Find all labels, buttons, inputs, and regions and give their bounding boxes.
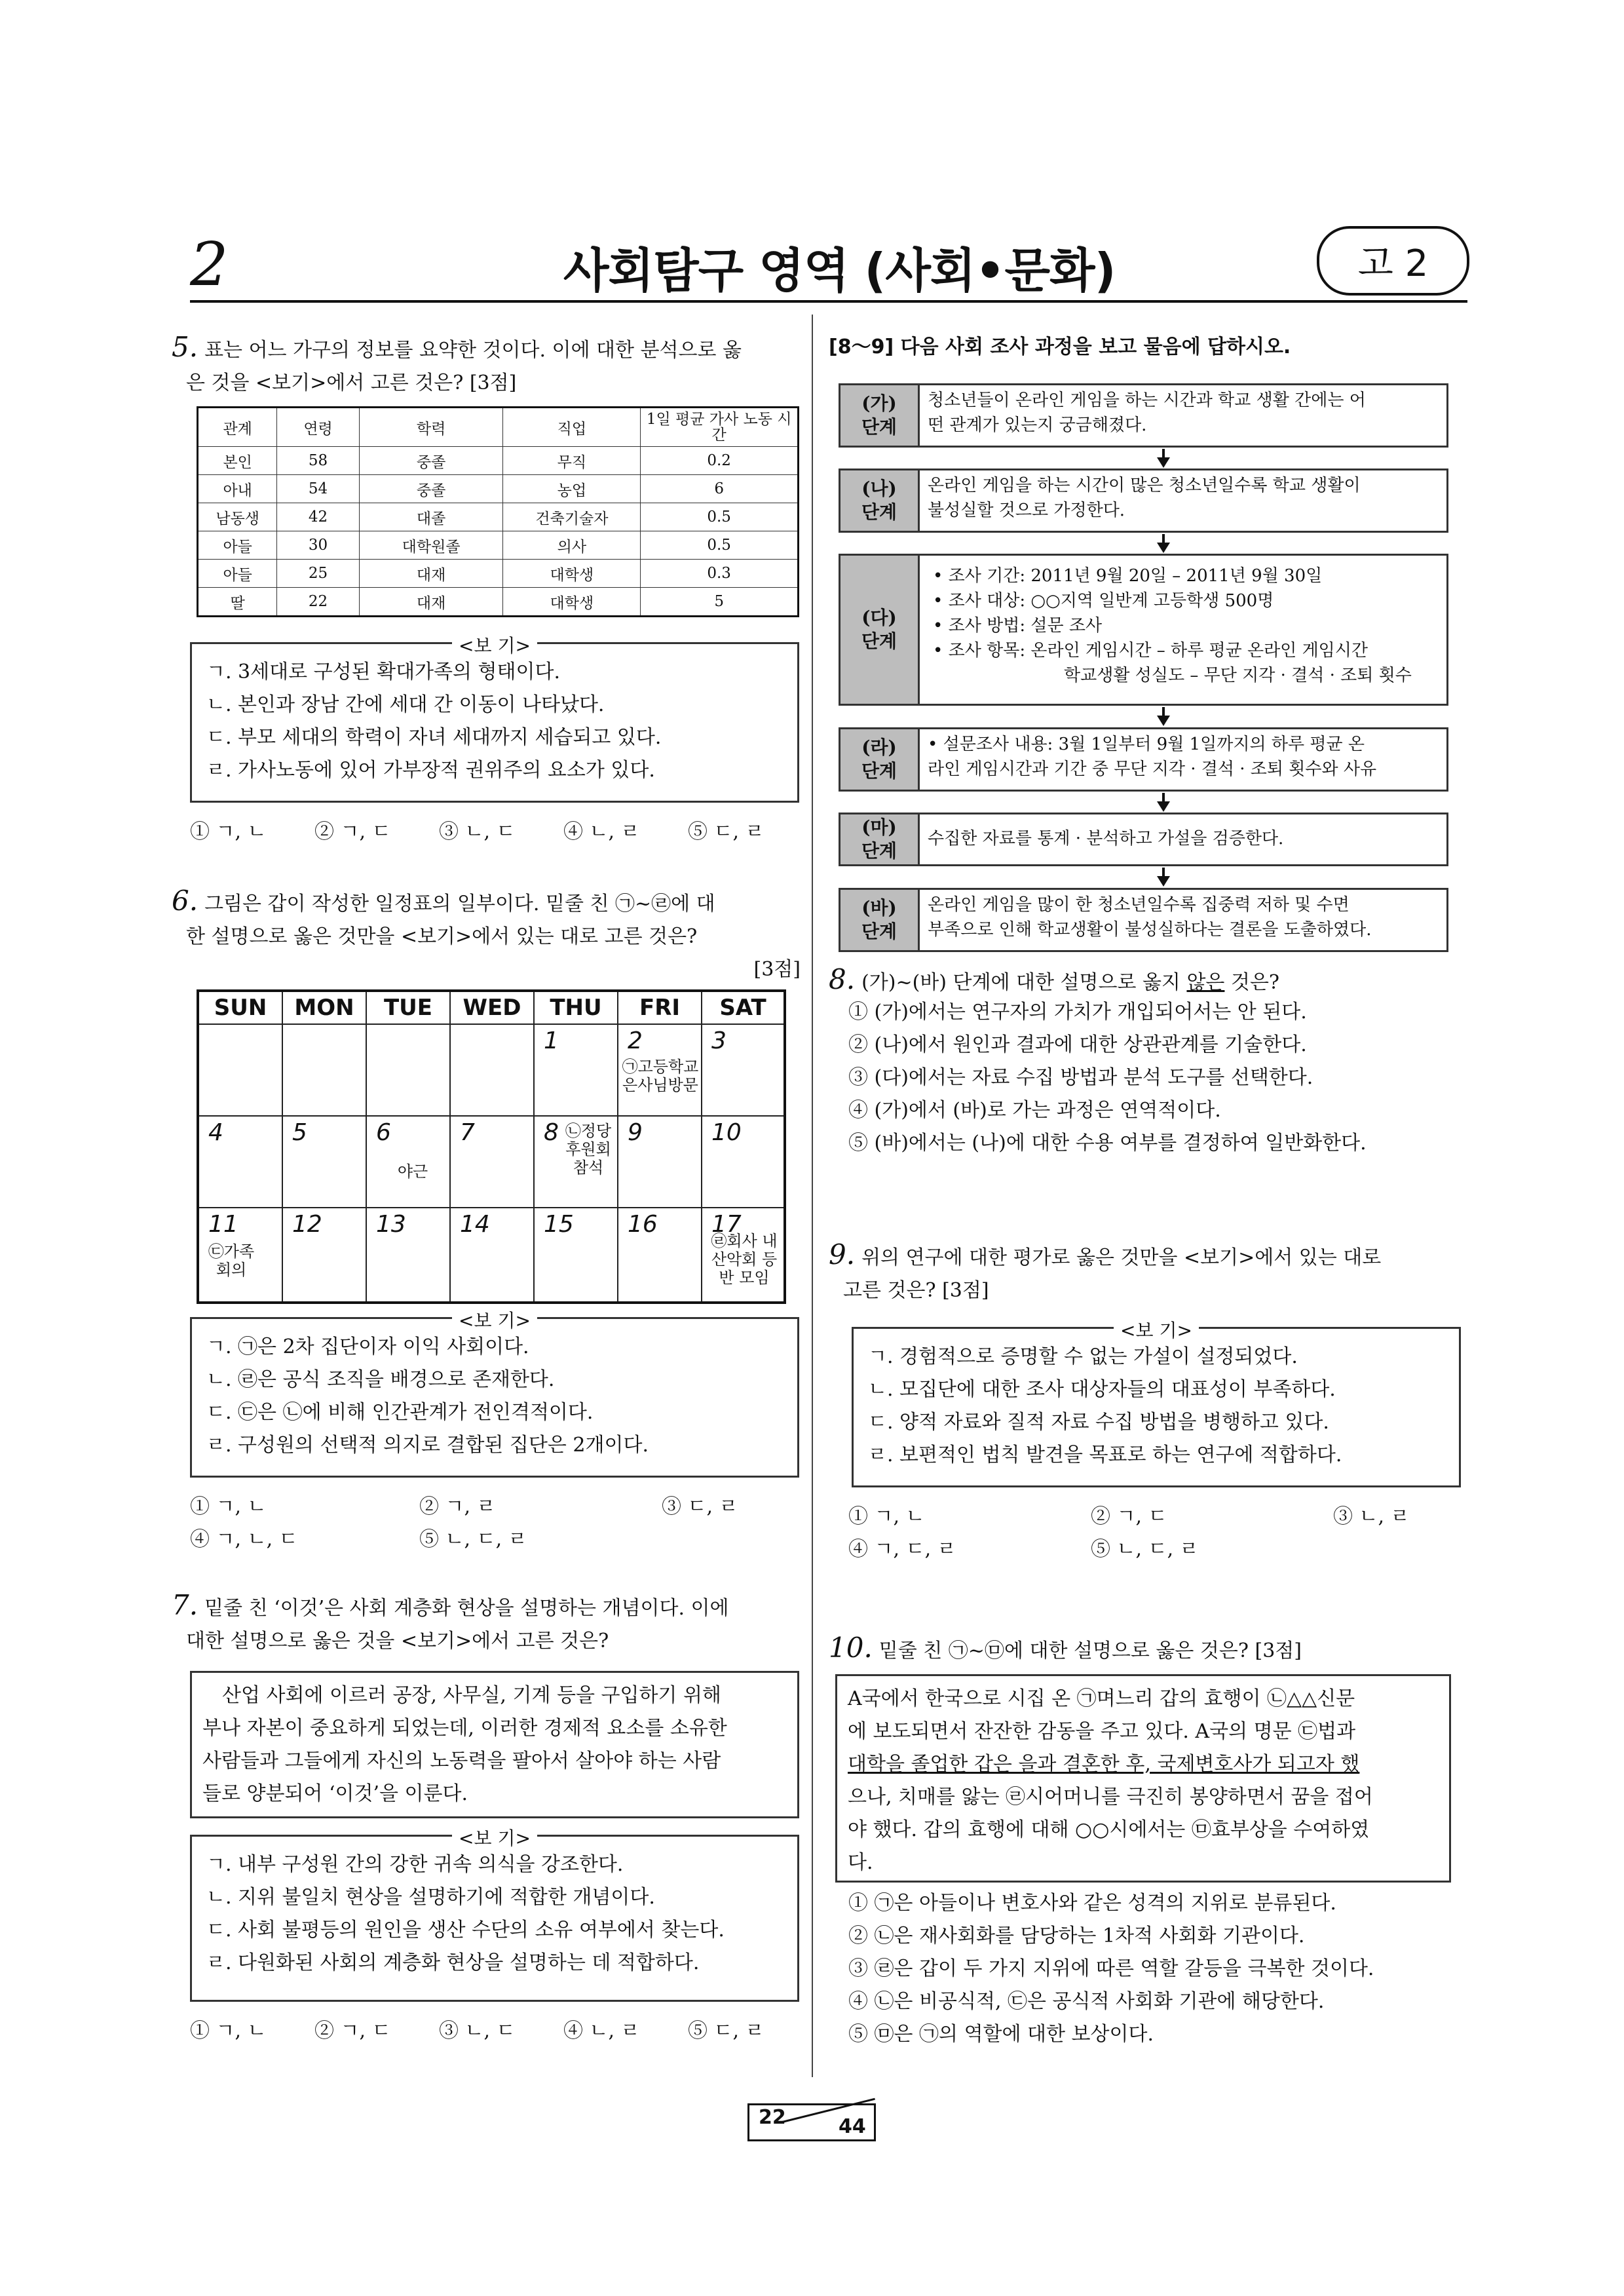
table-header: 1일 평균 가사 노동 시간	[641, 408, 799, 447]
q9-stem	[829, 1238, 1464, 1307]
table-cell: 의사	[503, 531, 641, 560]
calendar-cell	[618, 1115, 702, 1207]
calendar-note-hiking-club: ㉣회사 내 산악회 등반 모임	[711, 1232, 778, 1287]
passage-line: 야 했다. 갑의 효행에 대해 ○○시에서는 ㉤효부상을 수여하였	[848, 1818, 1370, 1841]
passage-line: 들로 양분되어 ‘이것’을 이룬다.	[202, 1782, 468, 1805]
answer-option[interactable]: ⑤ ㄷ, ㄹ	[688, 820, 765, 843]
calendar-day-header: MON	[283, 992, 367, 1024]
q10-number: 10.	[829, 1632, 873, 1664]
calendar-cell	[618, 1207, 702, 1301]
passage-line: 으나, 치매를 앓는 ㉣시어머니를 극진히 봉양하면서 꿈을 접어	[848, 1786, 1373, 1808]
bogi-item: ㄷ. 부모 세대의 학력이 자녀 세대까지 세습되고 있다.	[206, 726, 662, 749]
set89-heading: [8～9] 다음 사회 조사 과정을 보고 물음에 답하시오.	[829, 335, 1291, 358]
answer-option[interactable]: ⑤ ㉤은 ㉠의 역할에 대한 보상이다.	[848, 2023, 1154, 2046]
calendar-day-header: SUN	[199, 992, 283, 1024]
calendar-day-header: THU	[535, 992, 618, 1024]
q9-stem-line1: 위의 연구에 대한 평가로 옳은 것만을 <보기>에서 있는 대로	[861, 1246, 1382, 1269]
stage-label-text: (가)	[861, 392, 897, 414]
answer-option[interactable]: ③ ㉣은 갑이 두 가지 지위에 따른 역할 갈등을 극복한 것이다.	[848, 1957, 1374, 1980]
stage-label-text: 단계	[861, 760, 897, 782]
stage-label-text: 단계	[861, 921, 897, 942]
answer-option[interactable]: ④ ㄱ, ㄷ, ㄹ	[848, 1538, 956, 1561]
table-cell: 대학생	[503, 588, 641, 617]
table-cell: 25	[277, 560, 359, 588]
answer-option[interactable]: ④ ㄴ, ㄹ	[563, 2019, 640, 2042]
answer-option[interactable]: ② (나)에서 원인과 결과에 대한 상관관계를 기술한다.	[848, 1033, 1307, 1056]
table-cell: 6	[641, 475, 799, 503]
stage-box-ba	[918, 888, 1448, 952]
stage-line: 청소년들이 온라인 게임을 하는 시간과 학교 생활 간에는 어	[928, 391, 1366, 410]
calendar-day-header: WED	[451, 992, 535, 1024]
stage-label-text: (바)	[861, 897, 897, 919]
bogi-item: ㄹ. 보편적인 법칙 발견을 목표로 하는 연구에 적합하다.	[868, 1444, 1342, 1466]
bogi-item: ㄱ. 내부 구성원 간의 강한 귀속 의식을 강조한다.	[206, 1853, 624, 1876]
q9-number: 9.	[829, 1238, 856, 1271]
table-cell: 0.3	[641, 560, 799, 588]
table-cell: 42	[277, 503, 359, 531]
table-cell: 아들	[198, 531, 277, 560]
calendar-date: 12	[292, 1211, 322, 1238]
stage-label-da	[839, 554, 920, 706]
table-cell: 건축기술자	[503, 503, 641, 531]
calendar-cell	[702, 1115, 784, 1207]
stage-box-ra	[918, 727, 1448, 792]
column-divider	[812, 315, 813, 2077]
bogi-title: <보 기>	[1114, 1320, 1199, 1341]
stage-label-text: 단계	[861, 416, 897, 438]
header-divider	[190, 300, 1467, 303]
stage-line: 수집한 자료를 통계 · 분석하고 가설을 검증한다.	[928, 829, 1284, 849]
stage-label-na	[839, 469, 920, 533]
calendar-date: 8	[544, 1119, 559, 1146]
stage-line: 떤 관계가 있는지 궁금해졌다.	[928, 415, 1147, 435]
bogi-item: ㄴ. 모집단에 대한 조사 대상자들의 대표성이 부족하다.	[868, 1378, 1336, 1401]
stage-line: • 조사 방법: 설문 조사	[933, 616, 1103, 636]
q6-stem-line2: 한 설명으로 옳은 것만을 <보기>에서 있는 대로 고른 것은?	[186, 925, 698, 948]
calendar-cell	[702, 1207, 784, 1301]
q7-options	[190, 2015, 806, 2048]
table-row	[198, 503, 799, 531]
table-cell: 남동생	[198, 503, 277, 531]
table-header: 관계	[198, 408, 277, 447]
calendar-date: 16	[628, 1211, 658, 1238]
table-row	[198, 560, 799, 588]
answer-option[interactable]: ① ㄱ, ㄴ	[190, 1495, 267, 1518]
answer-option[interactable]: ② ㄱ, ㄹ	[419, 1495, 496, 1518]
answer-option[interactable]: ④ ㄱ, ㄴ, ㄷ	[190, 1528, 298, 1551]
table-header: 직업	[503, 408, 641, 447]
table-cell: 0.5	[641, 531, 799, 560]
q5-stem	[172, 331, 801, 400]
q9-options	[848, 1501, 1464, 1566]
stage-line: 불성실할 것으로 가정한다.	[928, 501, 1125, 520]
stage-label-ba	[839, 888, 920, 952]
bogi-item: ㄴ. ㉣은 공식 조직을 배경으로 존재한다.	[206, 1368, 555, 1391]
stage-label-ga	[839, 383, 920, 448]
q8-stem-pre: (가)~(바) 단계에 대한 설명으로 옳지	[861, 971, 1187, 994]
calendar-note-teacher-visit: ㉠고등학교 은사님방문	[622, 1058, 699, 1094]
q7-stem	[172, 1589, 801, 1658]
stage-line: • 조사 대상: ○○지역 일반계 고등학생 500명	[933, 591, 1274, 611]
answer-option[interactable]: ② ㄱ, ㄷ	[314, 820, 391, 843]
stage-line: • 조사 항목: 온라인 게임시간 – 하루 평균 온라인 게임시간	[933, 641, 1369, 660]
answer-option[interactable]: ③ (다)에서는 자료 수집 방법과 분석 도구를 선택한다.	[848, 1066, 1313, 1089]
stage-line: • 조사 기간: 2011년 9월 20일 – 2011년 9월 30일	[933, 566, 1323, 586]
bogi-item: ㄷ. ㉢은 ㉡에 비해 인간관계가 전인격적이다.	[206, 1401, 594, 1424]
q8-stem-post: 것은?	[1224, 971, 1280, 994]
calendar-date: 10	[711, 1119, 742, 1146]
passage-line: 대학을 졸업한 갑은 을과 결혼한 후, 국제변호사가 되고자 했	[848, 1753, 1360, 1776]
q7-bogi-box	[190, 1827, 799, 2002]
q5-household-table	[197, 406, 799, 617]
calendar-cell	[535, 1115, 618, 1207]
stage-box-na	[918, 469, 1448, 533]
stage-box-ma	[918, 813, 1448, 866]
q10-passage-box	[835, 1674, 1451, 1883]
calendar-note-family-meeting: ㉢가족 회의	[208, 1242, 255, 1279]
calendar-cell	[535, 1207, 618, 1301]
table-cell: 30	[277, 531, 359, 560]
calendar-date: 5	[292, 1119, 307, 1146]
table-cell: 54	[277, 475, 359, 503]
answer-option[interactable]: ① ㄱ, ㄴ	[190, 820, 267, 843]
calendar-cell	[199, 1115, 283, 1207]
arrow-down-icon	[1157, 543, 1170, 553]
stage-label-text: 단계	[861, 630, 897, 652]
calendar-date: 17	[711, 1211, 742, 1238]
stage-label-ra	[839, 727, 920, 792]
answer-option[interactable]: ③ ㄴ, ㄷ	[439, 2019, 516, 2042]
table-cell: 대학생	[503, 560, 641, 588]
calendar-date: 1	[544, 1027, 559, 1054]
bogi-title: <보 기>	[452, 1310, 537, 1331]
bogi-title: <보 기>	[452, 1827, 537, 1849]
table-cell: 무직	[503, 447, 641, 475]
q6-points: [3점]	[753, 958, 801, 981]
table-cell: 아내	[198, 475, 277, 503]
calendar-cell	[283, 1024, 367, 1115]
grade-badge: 고 2	[1317, 226, 1469, 296]
arrow-down-icon	[1157, 457, 1170, 468]
passage-line: A국에서 한국으로 시집 온 ㉠며느리 갑의 효행이 ㉡△△신문	[848, 1687, 1355, 1710]
answer-option[interactable]: ④ (가)에서 (바)로 가는 과정은 연역적이다.	[848, 1099, 1221, 1122]
bogi-item: ㄱ. ㉠은 2차 집단이자 이익 사회이다.	[206, 1335, 529, 1358]
page-current: 22	[759, 2106, 786, 2129]
q7-stem-line1: 밑줄 친 ‘이것’은 사회 계층화 현상을 설명하는 개념이다. 이에	[204, 1597, 729, 1620]
calendar-cell	[451, 1024, 535, 1115]
page-total: 44	[839, 2115, 866, 2138]
calendar-cell	[283, 1115, 367, 1207]
table-cell: 딸	[198, 588, 277, 617]
q6-number: 6.	[172, 885, 198, 917]
calendar-cell	[367, 1207, 451, 1301]
calendar-cell	[283, 1207, 367, 1301]
table-cell: 본인	[198, 447, 277, 475]
calendar-date: 13	[376, 1211, 406, 1238]
answer-option[interactable]: ③ ㄴ, ㄷ	[439, 820, 516, 843]
table-cell: 대졸	[359, 503, 503, 531]
q8-stem	[829, 963, 1458, 999]
table-header: 연령	[277, 408, 359, 447]
table-cell: 0.2	[641, 447, 799, 475]
arrow-down-icon	[1157, 801, 1170, 812]
q6-options	[190, 1491, 806, 1556]
answer-option[interactable]: ⑤ ㄴ, ㄷ, ㄹ	[419, 1528, 527, 1551]
calendar-day-header: FRI	[618, 992, 702, 1024]
bogi-title: <보 기>	[452, 635, 537, 657]
calendar-day-header: TUE	[367, 992, 451, 1024]
stage-box-da	[918, 554, 1448, 706]
bogi-item: ㄹ. 구성원의 선택적 의지로 결합된 집단은 2개이다.	[206, 1434, 649, 1457]
q6-stem-line1: 그림은 갑이 작성한 일정표의 일부이다. 밑줄 친 ㉠~㉣에 대	[204, 892, 715, 915]
stage-box-ga	[918, 383, 1448, 448]
q9-stem-line2: 고른 것은? [3점]	[843, 1279, 989, 1302]
q6-stem	[172, 885, 801, 986]
stage-line: 온라인 게임을 많이 한 청소년일수록 집중력 저하 및 수면	[928, 895, 1350, 915]
stage-label-text: (라)	[861, 737, 897, 758]
table-cell: 58	[277, 447, 359, 475]
calendar-date: 14	[460, 1211, 490, 1238]
answer-option[interactable]: ④ ㄴ, ㄹ	[563, 820, 640, 843]
q8-stem-emphasis: 않은	[1186, 971, 1225, 994]
calendar-cell	[451, 1207, 535, 1301]
calendar-cell	[618, 1024, 702, 1115]
calendar-note-party-sponsor: ㉡정당 후원회 참석	[565, 1122, 612, 1177]
stage-label-text: 단계	[861, 840, 897, 862]
bogi-item: ㄹ. 가사노동에 있어 가부장적 권위주의 요소가 있다.	[206, 759, 655, 782]
stage-line: 온라인 게임을 하는 시간이 많은 청소년일수록 학교 생활이	[928, 476, 1361, 495]
calendar-date: 11	[208, 1211, 238, 1238]
table-cell: 아들	[198, 560, 277, 588]
page-number: 2	[190, 229, 229, 299]
answer-option[interactable]: ② ㉡은 재사회화를 담당하는 1차적 사회화 기관이다.	[848, 1924, 1305, 1947]
q6-bogi-box	[190, 1310, 799, 1478]
table-row	[198, 475, 799, 503]
calendar-cell	[451, 1115, 535, 1207]
answer-option[interactable]: ⑤ (바)에서는 (나)에 대한 수용 여부를 결정하여 일반화한다.	[848, 1132, 1367, 1155]
stage-label-text: (다)	[861, 607, 897, 628]
bogi-item: ㄴ. 지위 불일치 현상을 설명하기에 적합한 개념이다.	[206, 1886, 655, 1909]
table-cell: 22	[277, 588, 359, 617]
q8-options	[848, 996, 1464, 1160]
q10-stem-text: 밑줄 친 ㉠~㉤에 대한 설명으로 옳은 것은? [3점]	[878, 1639, 1302, 1662]
table-row	[198, 447, 799, 475]
answer-option[interactable]: ⑤ ㄴ, ㄷ, ㄹ	[1091, 1538, 1199, 1561]
calendar-day-header: SAT	[719, 995, 766, 1021]
table-cell: 대재	[359, 560, 503, 588]
calendar-date: 15	[544, 1211, 574, 1238]
stage-line: 부족으로 인해 학교생활이 불성실하다는 결론을 도출하였다.	[928, 920, 1372, 940]
bogi-item: ㄷ. 양적 자료와 질적 자료 수집 방법을 병행하고 있다.	[868, 1411, 1329, 1434]
q8-number: 8.	[829, 963, 856, 995]
calendar-note-overtime: 야근	[397, 1162, 428, 1181]
table-cell: 0.5	[641, 503, 799, 531]
q5-stem-line2: 은 것을 <보기>에서 고른 것은? [3점]	[186, 372, 517, 394]
answer-option[interactable]: ② ㄱ, ㄷ	[1091, 1505, 1167, 1528]
calendar-date: 9	[628, 1119, 643, 1146]
q9-bogi-box	[852, 1320, 1461, 1487]
q5-number: 5.	[172, 331, 198, 363]
bogi-item: ㄴ. 본인과 장남 간에 세대 간 이동이 나타났다.	[206, 693, 605, 716]
calendar-cell	[367, 1115, 451, 1207]
q5-bogi-box	[190, 635, 799, 803]
table-row	[198, 531, 799, 560]
calendar-date: 6	[376, 1119, 391, 1146]
stage-label-text: (나)	[861, 478, 897, 499]
table-cell: 5	[641, 588, 799, 617]
table-cell: 중졸	[359, 447, 503, 475]
q7-passage-box	[190, 1671, 799, 1818]
calendar-cell	[535, 1024, 618, 1115]
calendar-date: 2	[628, 1027, 643, 1054]
q5-options	[190, 816, 806, 849]
table-cell: 농업	[503, 475, 641, 503]
answer-option[interactable]: ⑤ ㄷ, ㄹ	[688, 2019, 765, 2042]
q5-stem-line1: 표는 어느 가구의 정보를 요약한 것이다. 이에 대한 분석으로 옳	[204, 339, 742, 362]
stage-line: 라인 게임시간과 기간 중 무단 지각 · 결석 · 조퇴 횟수와 사유	[928, 759, 1377, 779]
page-title: 사회탐구 영역 (사회•문화)	[563, 243, 1116, 298]
answer-option[interactable]: ① ㄱ, ㄴ	[190, 2019, 267, 2042]
stage-label-text: 단계	[861, 501, 897, 523]
table-row	[198, 588, 799, 617]
q7-number: 7.	[172, 1589, 198, 1621]
answer-option[interactable]: ④ ㉡은 비공식적, ㉢은 공식적 사회화 기관에 해당한다.	[848, 1990, 1325, 2013]
bogi-item: ㄷ. 사회 불평등의 원인을 생산 수단의 소유 여부에서 찾는다.	[206, 1919, 725, 1942]
answer-option[interactable]: ③ ㄴ, ㄹ	[1333, 1505, 1410, 1528]
bogi-item: ㄱ. 경험적으로 증명할 수 없는 가설이 설정되었다.	[868, 1345, 1298, 1368]
table-header: 학력	[359, 408, 503, 447]
stage-label-text: (마)	[861, 816, 897, 838]
passage-line: 에 보도되면서 잔잔한 감동을 주고 있다. A국의 명문 ㉢법과	[848, 1720, 1356, 1743]
table-cell: 중졸	[359, 475, 503, 503]
arrow-down-icon	[1157, 716, 1170, 726]
table-header-row	[198, 408, 799, 447]
answer-option[interactable]: ① ㉠은 아들이나 변호사와 같은 성격의 지위로 분류된다.	[848, 1892, 1336, 1915]
answer-option[interactable]: ① (가)에서는 연구자의 가치가 개입되어서는 안 된다.	[848, 1001, 1307, 1024]
bogi-item: ㄱ. 3세대로 구성된 확대가족의 형태이다.	[206, 660, 560, 683]
calendar-date: 7	[460, 1119, 475, 1146]
table-cell: 대학원졸	[359, 531, 503, 560]
stage-line: • 설문조사 내용: 3월 1일부터 9월 1일까지의 하루 평균 온	[928, 735, 1365, 754]
calendar-cell	[702, 1024, 784, 1115]
passage-line: 부나 자본이 중요하게 되었는데, 이러한 경제적 요소를 소유한	[202, 1717, 727, 1740]
calendar-date: 3	[711, 1027, 727, 1054]
passage-line: 사람들과 그들에게 자신의 노동력을 팔아서 살아야 하는 사람	[202, 1750, 721, 1772]
passage-line: 산업 사회에 이르러 공장, 사무실, 기계 등을 구입하기 위해	[222, 1684, 721, 1707]
answer-option[interactable]: ② ㄱ, ㄷ	[314, 2019, 391, 2042]
q6-calendar	[197, 989, 786, 1304]
stage-line: 학교생활 성실도 – 무단 지각 · 결석 · 조퇴 횟수	[1064, 666, 1412, 685]
calendar-cell	[199, 1024, 283, 1115]
bogi-item: ㄹ. 다원화된 사회의 계층화 현상을 설명하는 데 적합하다.	[206, 1951, 700, 1974]
table-cell: 대재	[359, 588, 503, 617]
calendar-date: 4	[208, 1119, 223, 1146]
calendar-cell	[199, 1207, 283, 1301]
answer-option[interactable]: ① ㄱ, ㄴ	[848, 1505, 925, 1528]
q7-stem-line2: 대한 설명으로 옳은 것을 <보기>에서 고른 것은?	[186, 1630, 609, 1653]
q10-options	[848, 1887, 1464, 2051]
arrow-down-icon	[1157, 876, 1170, 887]
q10-stem	[829, 1632, 1464, 1668]
passage-line: 다.	[848, 1851, 873, 1874]
answer-option[interactable]: ③ ㄷ, ㄹ	[662, 1495, 738, 1518]
stage-label-ma	[839, 813, 920, 866]
calendar-cell	[367, 1024, 451, 1115]
